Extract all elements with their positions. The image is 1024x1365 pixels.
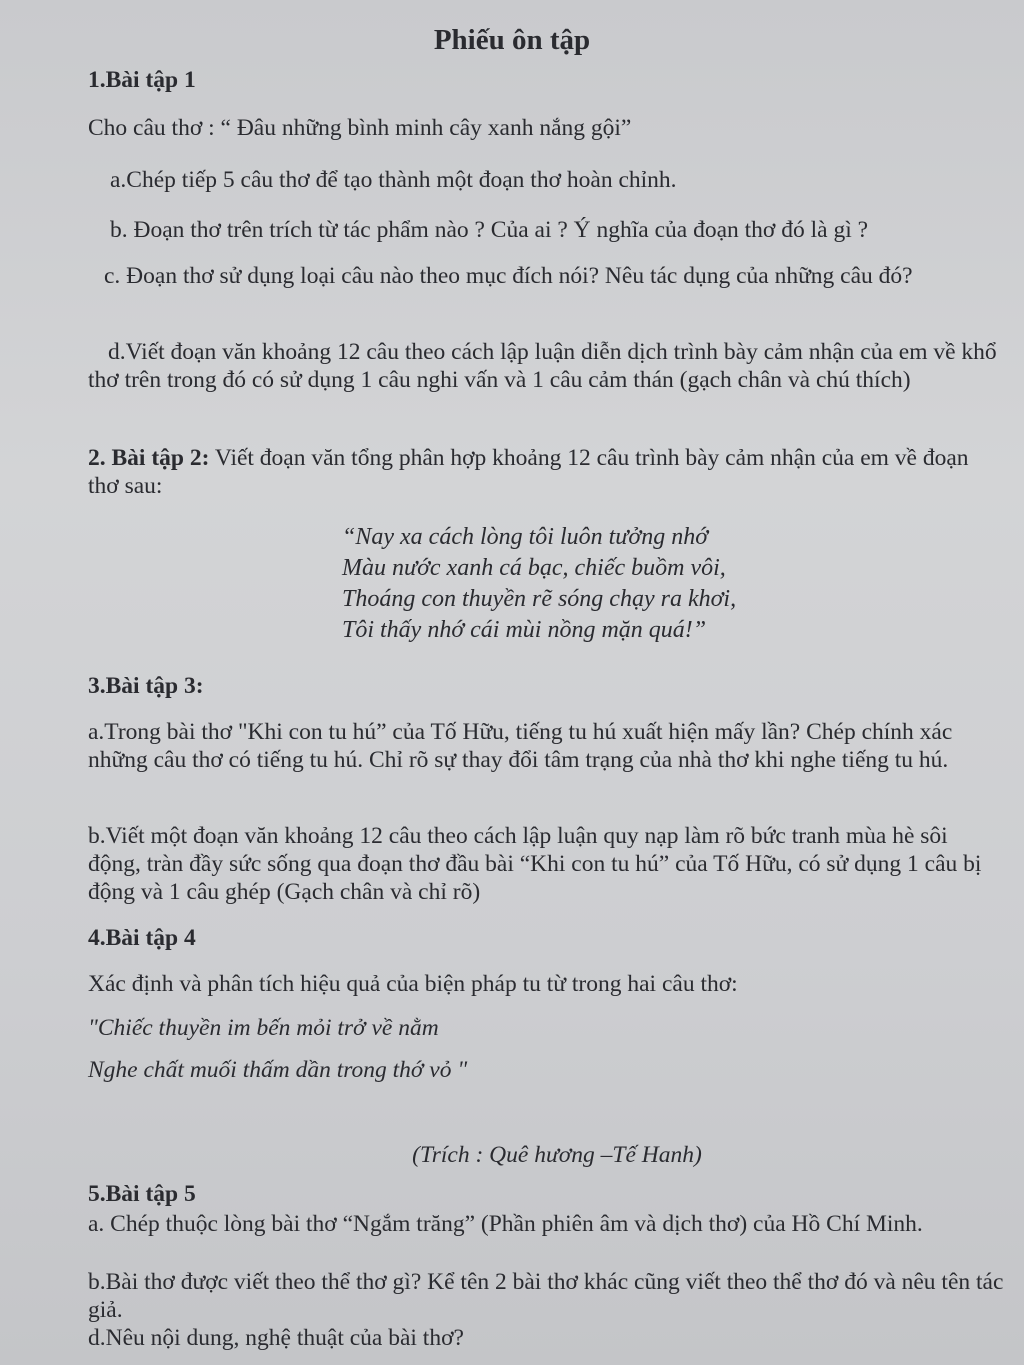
exercise-4-line-1: "Chiếc thuyền im bến mỏi trở về nằm [88, 1015, 439, 1041]
exercise-2-block [88, 444, 1004, 500]
exercise-3-b: b.Viết một đoạn văn khoảng 12 câu theo cách lập luận quy nạp làm rõ bức tranh mùa hè sôi động, tràn đầy sức sống qua đoạn thơ đầu bài “Khi con tu hú” của Tố Hữu, có sử dụng 1 câu bị động và 1 câu ghép (Gạch chân và chỉ rõ) [88, 823, 982, 905]
exercise-1-intro: Cho câu thơ : “ Đâu những bình minh cây xanh nắng gội” [88, 115, 632, 141]
poem-line: Thoáng con thuyền rẽ sóng chạy ra khơi, [342, 586, 737, 612]
exercise-1-heading: 1.Bài tập 1 [88, 67, 196, 93]
exercise-1-b: b. Đoạn thơ trên trích từ tác phẩm nào ? Của ai ? Ý nghĩa của đoạn thơ đó là gì ? [110, 217, 869, 243]
exercise-1-a: a.Chép tiếp 5 câu thơ để tạo thành một đoạn thơ hoàn chỉnh. [110, 167, 677, 193]
exercise-2-heading: 2. Bài tập 2: [88, 445, 210, 471]
exercise-5-b: b.Bài thơ được viết theo thể thơ gì? Kể tên 2 bài thơ khác cũng viết theo thể thơ đó và nêu tên tác giả. [88, 1269, 1004, 1323]
page-title: Phiếu ôn tập [433, 24, 591, 56]
poem-line: Màu nước xanh cá bạc, chiếc buồm vôi, [342, 555, 726, 581]
exercise-2-poem [342, 522, 736, 646]
exercise-4-text: Xác định và phân tích hiệu quả của biện pháp tu từ trong hai câu thơ: [88, 971, 738, 997]
poem-line: “Nay xa cách lòng tôi luôn tưởng nhớ [342, 524, 709, 550]
exercise-4-source: (Trích : Quê hương –Tế Hanh) [412, 1142, 702, 1168]
exercise-5-a: a. Chép thuộc lòng bài thơ “Ngắm trăng” (Phần phiên âm và dịch thơ) của Hồ Chí Minh. [88, 1211, 923, 1237]
exercise-3-heading: 3.Bài tập 3: [88, 673, 204, 699]
exercise-3-a: a.Trong bài thơ "Khi con tu hú” của Tố Hữu, tiếng tu hú xuất hiện mấy lần? Chép chính xác những câu thơ có tiếng tu hú. Chỉ rõ sự thay đổi tâm trạng của nhà thơ khi nghe tiếng tu hú. [88, 719, 953, 773]
exercise-1-c: c. Đoạn thơ sử dụng loại câu nào theo mục đích nói? Nêu tác dụng của những câu đó? [104, 263, 913, 289]
exercise-4-heading: 4.Bài tập 4 [88, 925, 196, 951]
exercise-1-d: d.Viết đoạn văn khoảng 12 câu theo cách lập luận diễn dịch trình bày cảm nhận của em về khổ thơ trên trong đó có sử dụng 1 câu nghi vấn và 1 câu cảm thán (gạch chân và chú thích) [88, 339, 997, 393]
exercise-2-text: Viết đoạn văn tổng phân hợp khoảng 12 câu trình bày cảm nhận của em về đoạn thơ sau: [88, 445, 969, 499]
exercise-4-line-2: Nghe chất muối thấm dần trong thớ vỏ " [88, 1057, 468, 1083]
poem-line: Tôi thấy nhớ cái mùi nồng mặn quá!” [342, 617, 707, 643]
exercise-5-heading: 5.Bài tập 5 [88, 1181, 196, 1207]
exercise-5-d: d.Nêu nội dung, nghệ thuật của bài thơ? [88, 1325, 464, 1351]
